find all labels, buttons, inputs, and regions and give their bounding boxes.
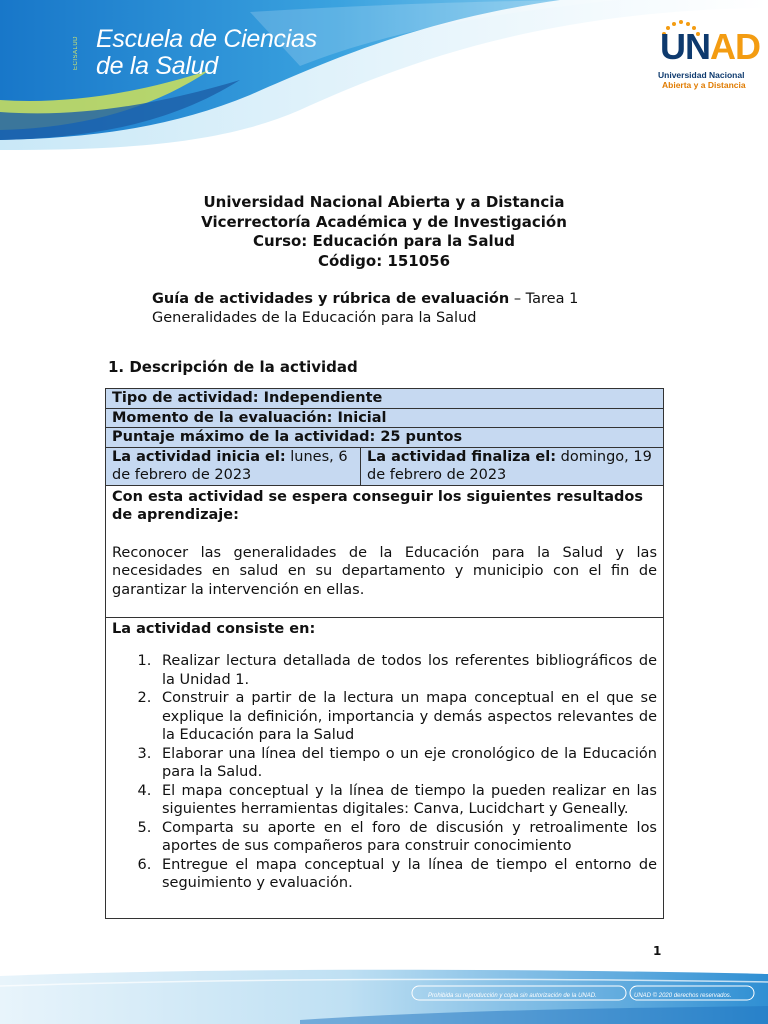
- guide-heading: [152, 290, 578, 328]
- title-line1: Universidad Nacional Abierta y a Distancia: [203, 193, 565, 211]
- activity-step: 4. El mapa conceptual y la línea de tiempo la pueden realizar en las siguientes herramientas digitales: Canva, Lucidchart y Geneally.: [156, 782, 657, 819]
- max-score-row: Puntaje máximo de la actividad: 25 puntos: [106, 428, 664, 448]
- activity-type-row: Tipo de actividad: Independiente: [106, 389, 664, 409]
- guide-subtitle: Generalidades de la Educación para la Salud: [152, 310, 477, 326]
- unad-logo: [650, 18, 760, 98]
- footer-rights: UNAD © 2020 derechos reservados.: [634, 993, 732, 999]
- activity-step: 6. Entregue el mapa conceptual y la línea de tiempo el entorno de seguimiento y evaluación.: [156, 856, 657, 893]
- document-title: [0, 193, 768, 271]
- logo-subtitle-1: Universidad Nacional: [658, 70, 745, 80]
- activity-table: [105, 388, 664, 919]
- page-number: 1: [653, 944, 662, 958]
- activity-step: 2. Construir a partir de la lectura un mapa conceptual en el que se explique la definición, importancia y demás aspectos relevantes de la Educación para la Salud: [156, 689, 657, 745]
- learning-outcomes-title: Con esta actividad se espera conseguir los siguientes resultados de aprendizaje:: [112, 488, 643, 523]
- start-date-cell: [106, 447, 361, 485]
- start-date-value: lunes, 6 de febrero de 2023: [112, 448, 348, 483]
- school-title-line1: Escuela de Ciencias: [96, 25, 317, 53]
- title-line2: Vicerrectoría Académica y de Investigación: [201, 212, 567, 231]
- guide-task: – Tarea 1: [509, 291, 579, 307]
- learning-outcomes-cell: [106, 485, 664, 617]
- learning-outcomes-text: Reconocer las generalidades de la Educación para la Salud y las necesidades en salud en su departamento y municipio con el fin de garantizar la intervención en ellas.: [112, 544, 657, 598]
- school-title-line2: de la Salud: [96, 52, 218, 80]
- title-line3: Curso: Educación para la Salud: [252, 232, 516, 250]
- end-date-value: domingo, 19 de febrero de 2023: [367, 448, 652, 483]
- evaluation-moment-row: Momento de la evaluación: Inicial: [106, 408, 664, 428]
- activity-steps-list: [156, 652, 657, 893]
- activity-step: 1. Realizar lectura detallada de todos los referentes bibliográficos de la Unidad 1.: [156, 652, 657, 689]
- section-heading: 1. Descripción de la actividad: [108, 358, 358, 376]
- logo-wordmark: UNAD: [660, 26, 760, 67]
- activity-steps-cell: [106, 617, 664, 918]
- footer-notice: Prohibida su reproducción y copia sin autorización de la UNAD.: [428, 993, 597, 999]
- start-date-label: La actividad inicia el:: [112, 448, 286, 465]
- activity-steps-title: La actividad consiste en:: [112, 620, 316, 637]
- end-date-label: La actividad finaliza el:: [367, 448, 557, 465]
- side-tag: ECISALUD: [73, 36, 79, 71]
- title-line4: Código: 151056: [317, 251, 451, 270]
- guide-title: Guía de actividades y rúbrica de evaluación: [152, 291, 510, 307]
- activity-step: 5. Comparta su aporte en el foro de discusión y retroalimente los aportes de sus compañeros para construir conocimiento: [156, 819, 657, 856]
- end-date-cell: [361, 447, 664, 485]
- school-title: [96, 26, 317, 80]
- activity-step: 3. Elaborar una línea del tiempo o un eje cronológico de la Educación para la Salud.: [156, 745, 657, 782]
- logo-subtitle-2: Abierta y a Distancia: [662, 80, 746, 90]
